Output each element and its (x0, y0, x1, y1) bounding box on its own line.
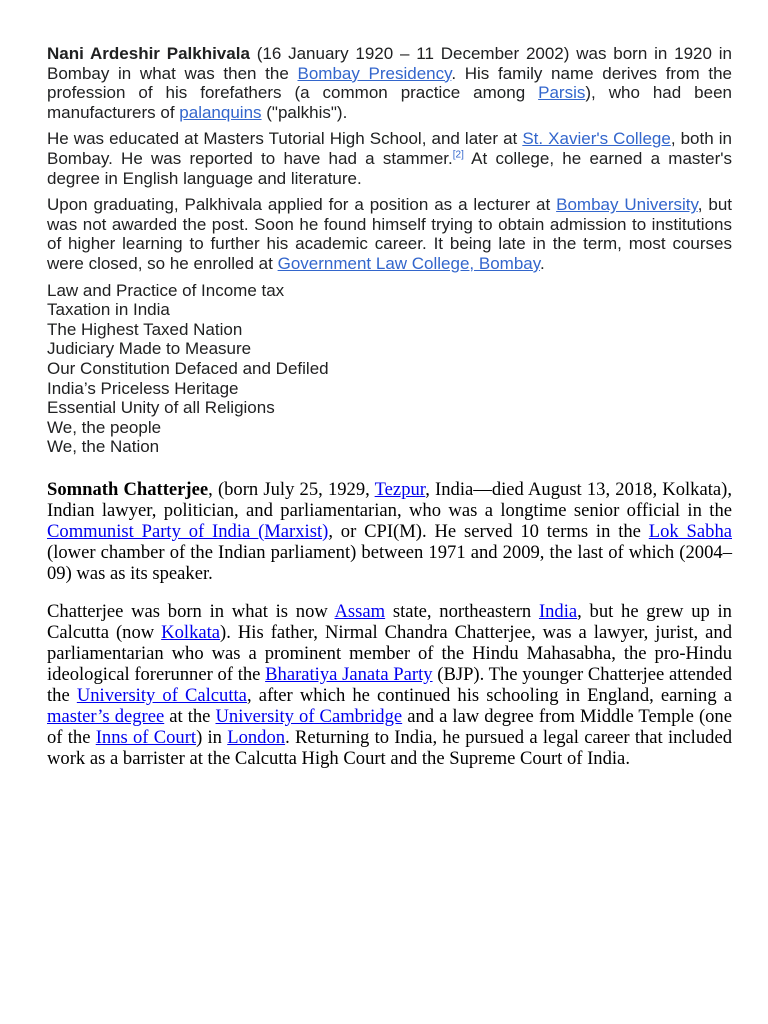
book-list (47, 281, 732, 457)
paragraph-text: Upon graduating, Palkhivala applied for a position as a lecturer at (47, 195, 557, 215)
palkhivala-education-paragraph (47, 129, 732, 188)
paragraph-text: state, northeastern (385, 600, 539, 622)
list-item: Essential Unity of all Religions (47, 398, 275, 418)
government-law-college-link[interactable]: Government Law College, Bombay (277, 253, 540, 273)
kolkata-link[interactable]: Kolkata (161, 621, 221, 643)
document-page (47, 44, 732, 786)
list-item: We, the Nation (47, 437, 160, 457)
paragraph-text: ("palkhis"). (261, 102, 348, 122)
paragraph-text: , or CPI(M). He served 10 terms in the (328, 520, 649, 542)
bombay-presidency-link[interactable]: Bombay Presidency (297, 63, 452, 83)
paragraph-text: . (539, 253, 545, 273)
paragraph-text: , after which he continued his schooling in England, earning a (246, 684, 732, 706)
lok-sabha-link[interactable]: Lok Sabha (648, 520, 732, 542)
inns-of-court-link[interactable]: Inns of Court (95, 726, 197, 748)
cpim-link[interactable]: Communist Party of India (Marxist) (47, 520, 329, 542)
paragraph-text: . Returning to India, he pursued a legal career that included work as a barrister at the Calcutta High Court and the Supreme Court of India. (47, 726, 732, 769)
palkhivala-intro-paragraph (47, 44, 732, 122)
assam-link[interactable]: Assam (334, 600, 386, 622)
paragraph-text: , India—died August 13, 2018, Kolkata), Indian lawyer, politician, and parliamentarian, who was a longtime senior official in the (47, 478, 732, 521)
list-item: The Highest Taxed Nation (47, 319, 243, 339)
bombay-university-link[interactable]: Bombay University (556, 195, 698, 215)
paragraph-text: , (born July 25, 1929, (208, 478, 375, 500)
paragraph-text: . His family name derives from the profession of his forefathers (a common practice among (47, 63, 733, 103)
list-item: Our Constitution Defaced and Defiled (47, 358, 329, 378)
tezpur-link[interactable]: Tezpur (374, 478, 426, 500)
list-item: Taxation in India (47, 300, 170, 320)
list-item: We, the people (47, 417, 162, 437)
university-of-calcutta-link[interactable]: University of Calcutta (76, 684, 247, 706)
bjp-link[interactable]: Bharatiya Janata Party (265, 663, 433, 685)
paragraph-text: (BJP). The younger Chatterjee attended the (47, 663, 733, 706)
paragraph-text: , both in Bombay. He was reported to have had a stammer. (47, 129, 732, 168)
palkhivala-graduation-paragraph (47, 195, 732, 273)
paragraph-text: ), who had been manufacturers of (47, 83, 733, 122)
paragraph-text: ) in (196, 726, 228, 748)
paragraph-text: (lower chamber of the Indian parliament) between 1971 and 2009, the last of which (2004–09) was as its speaker. (47, 541, 732, 584)
paragraph-text: , but was not awarded the post. Soon he found himself trying to obtain admission to institutions of higher learning to further his academic career. It being late in the term, most courses were closed, so he enrolled at (47, 195, 733, 273)
paragraph-text: ). His father, Nirmal Chandra Chatterjee, was a lawyer, jurist, and parliamentarian who was a prominent member of the Hindu Mahasabha, the pro-Hindu ideological forerunner of the (47, 621, 733, 685)
paragraph-text: , but he grew up in Calcutta (now (47, 600, 732, 643)
paragraph-text: and a law degree from Middle Temple (one of the (47, 705, 732, 748)
india-link[interactable]: India (538, 600, 578, 622)
university-of-cambridge-link[interactable]: University of Cambridge (215, 705, 403, 727)
subject-name: Nani Ardeshir Palkhivala (47, 44, 250, 63)
st-xaviers-college-link[interactable]: St. Xavier's College (522, 129, 671, 149)
parsis-link[interactable]: Parsis (538, 83, 586, 103)
paragraph-text: Chatterjee was born in what is now (47, 600, 335, 622)
london-link[interactable]: London (227, 726, 286, 748)
masters-degree-link[interactable]: master’s degree (47, 705, 165, 727)
paragraph-text: at the (164, 705, 216, 727)
list-item: Judiciary Made to Measure (47, 339, 252, 359)
palanquins-link[interactable]: palanquins (179, 102, 262, 122)
paragraph-text: He was educated at Masters Tutorial High School, and later at (47, 129, 523, 149)
paragraph-text: (16 January 1920 – 11 December 2002) was born in 1920 in Bombay in what was then the (47, 44, 732, 83)
list-item: Law and Practice of Income tax (47, 280, 285, 300)
chatterjee-biography-paragraph (47, 601, 732, 769)
paragraph-text: At college, he earned a master's degree in English language and literature. (47, 148, 732, 188)
list-item: India’s Priceless Heritage (47, 378, 239, 398)
chatterjee-intro-paragraph (47, 479, 732, 584)
subject-name: Somnath Chatterjee (47, 478, 209, 500)
citation-ref[interactable]: [2] (452, 149, 464, 161)
palkhivala-section (47, 44, 732, 457)
chatterjee-section (47, 479, 732, 769)
